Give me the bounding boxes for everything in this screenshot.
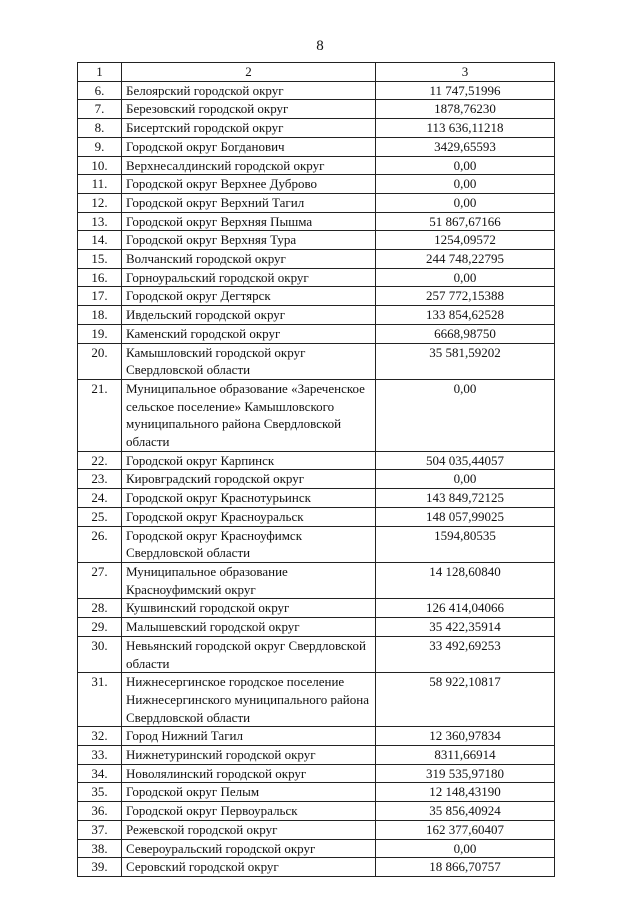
municipality-name: Верхнесалдинский городской округ xyxy=(122,156,376,175)
municipality-name: Городской округ Верхняя Пышма xyxy=(122,212,376,231)
table-row xyxy=(78,119,555,138)
row-number: 35. xyxy=(78,783,122,802)
amount-value: 1254,09572 xyxy=(376,231,555,250)
amount-value: 504 035,44057 xyxy=(376,451,555,470)
amount-value: 148 057,99025 xyxy=(376,507,555,526)
table-row xyxy=(78,636,555,672)
row-number: 28. xyxy=(78,599,122,618)
amount-value: 113 636,11218 xyxy=(376,119,555,138)
table-row xyxy=(78,727,555,746)
table-row xyxy=(78,231,555,250)
row-number: 13. xyxy=(78,212,122,231)
row-number: 17. xyxy=(78,287,122,306)
amount-value: 51 867,67166 xyxy=(376,212,555,231)
amount-value: 133 854,62528 xyxy=(376,306,555,325)
row-number: 33. xyxy=(78,746,122,765)
table-row xyxy=(78,820,555,839)
row-number: 21. xyxy=(78,379,122,451)
row-number: 20. xyxy=(78,343,122,379)
amount-value: 1878,76230 xyxy=(376,100,555,119)
amount-value: 0,00 xyxy=(376,268,555,287)
table-row xyxy=(78,802,555,821)
table-row xyxy=(78,268,555,287)
table-row xyxy=(78,673,555,727)
row-number: 6. xyxy=(78,81,122,100)
table-row xyxy=(78,839,555,858)
municipality-name: Каменский городской округ xyxy=(122,324,376,343)
row-number: 31. xyxy=(78,673,122,727)
row-number: 12. xyxy=(78,193,122,212)
table-row xyxy=(78,526,555,562)
table-row xyxy=(78,470,555,489)
municipality-name: Бисертский городской округ xyxy=(122,119,376,138)
amount-value: 0,00 xyxy=(376,156,555,175)
row-number: 10. xyxy=(78,156,122,175)
amount-value: 18 866,70757 xyxy=(376,858,555,877)
municipality-name: Нижнесергинское городское поселение Нижнесергинского муниципального района Свердловской области xyxy=(122,673,376,727)
amount-value: 35 422,35914 xyxy=(376,618,555,637)
row-number: 29. xyxy=(78,618,122,637)
amount-value: 35 581,59202 xyxy=(376,343,555,379)
municipality-name: Городской округ Дегтярск xyxy=(122,287,376,306)
row-number: 36. xyxy=(78,802,122,821)
table-row xyxy=(78,858,555,877)
row-number: 18. xyxy=(78,306,122,325)
amount-value: 0,00 xyxy=(376,379,555,451)
amount-value: 162 377,60407 xyxy=(376,820,555,839)
municipality-name: Серовский городской округ xyxy=(122,858,376,877)
municipality-name: Городской округ Первоуральск xyxy=(122,802,376,821)
amount-value: 257 772,15388 xyxy=(376,287,555,306)
amount-value: 0,00 xyxy=(376,839,555,858)
table-row xyxy=(78,156,555,175)
table-row xyxy=(78,193,555,212)
municipality-name: Городской округ Богданович xyxy=(122,137,376,156)
municipality-name: Городской округ Краснотурьинск xyxy=(122,489,376,508)
header-col-3: 3 xyxy=(376,63,555,82)
municipality-name: Городской округ Красноуфимск Свердловской области xyxy=(122,526,376,562)
table-row xyxy=(78,599,555,618)
header-col-2: 2 xyxy=(122,63,376,82)
row-number: 27. xyxy=(78,562,122,598)
municipality-name: Город Нижний Тагил xyxy=(122,727,376,746)
municipality-name: Городской округ Верхняя Тура xyxy=(122,231,376,250)
row-number: 16. xyxy=(78,268,122,287)
row-number: 30. xyxy=(78,636,122,672)
table-row xyxy=(78,100,555,119)
row-number: 9. xyxy=(78,137,122,156)
row-number: 15. xyxy=(78,250,122,269)
municipality-name: Муниципальное образование «Зареченское сельское поселение» Камышловского муниципального района Свердловской области xyxy=(122,379,376,451)
amount-value: 12 360,97834 xyxy=(376,727,555,746)
municipality-name: Нижнетуринский городской округ xyxy=(122,746,376,765)
table-row xyxy=(78,489,555,508)
table-row xyxy=(78,306,555,325)
row-number: 19. xyxy=(78,324,122,343)
row-number: 23. xyxy=(78,470,122,489)
table-row xyxy=(78,764,555,783)
row-number: 8. xyxy=(78,119,122,138)
municipality-name: Североуральский городской округ xyxy=(122,839,376,858)
municipality-name: Кушвинский городской округ xyxy=(122,599,376,618)
table-row xyxy=(78,451,555,470)
municipality-name: Городской округ Карпинск xyxy=(122,451,376,470)
row-number: 26. xyxy=(78,526,122,562)
table-row xyxy=(78,746,555,765)
amount-value: 0,00 xyxy=(376,193,555,212)
table-row xyxy=(78,507,555,526)
row-number: 38. xyxy=(78,839,122,858)
municipality-name: Малышевский городской округ xyxy=(122,618,376,637)
municipality-name: Ивдельский городской округ xyxy=(122,306,376,325)
municipality-name: Режевской городской округ xyxy=(122,820,376,839)
municipality-name: Волчанский городской округ xyxy=(122,250,376,269)
amount-value: 33 492,69253 xyxy=(376,636,555,672)
table-header-row xyxy=(78,63,555,82)
amount-value: 8311,66914 xyxy=(376,746,555,765)
amount-value: 14 128,60840 xyxy=(376,562,555,598)
row-number: 11. xyxy=(78,175,122,194)
page-number: 8 xyxy=(316,38,324,54)
table-row xyxy=(78,175,555,194)
row-number: 24. xyxy=(78,489,122,508)
row-number: 39. xyxy=(78,858,122,877)
amount-value: 12 148,43190 xyxy=(376,783,555,802)
row-number: 25. xyxy=(78,507,122,526)
municipality-name: Березовский городской округ xyxy=(122,100,376,119)
amount-value: 3429,65593 xyxy=(376,137,555,156)
allocation-table xyxy=(77,62,555,877)
municipality-name: Горноуральский городской округ xyxy=(122,268,376,287)
row-number: 7. xyxy=(78,100,122,119)
table-row xyxy=(78,562,555,598)
amount-value: 143 849,72125 xyxy=(376,489,555,508)
municipality-name: Камышловский городской округ Свердловской области xyxy=(122,343,376,379)
municipality-name: Городской округ Красноуральск xyxy=(122,507,376,526)
amount-value: 11 747,51996 xyxy=(376,81,555,100)
amount-value: 319 535,97180 xyxy=(376,764,555,783)
row-number: 37. xyxy=(78,820,122,839)
row-number: 22. xyxy=(78,451,122,470)
table-row xyxy=(78,81,555,100)
amount-value: 1594,80535 xyxy=(376,526,555,562)
row-number: 14. xyxy=(78,231,122,250)
amount-value: 58 922,10817 xyxy=(376,673,555,727)
amount-value: 35 856,40924 xyxy=(376,802,555,821)
municipality-name: Городской округ Верхнее Дуброво xyxy=(122,175,376,194)
municipality-name: Городской округ Пелым xyxy=(122,783,376,802)
table-row xyxy=(78,250,555,269)
amount-value: 0,00 xyxy=(376,175,555,194)
table-row xyxy=(78,137,555,156)
municipality-name: Невьянский городской округ Свердловской области xyxy=(122,636,376,672)
table-row xyxy=(78,212,555,231)
municipality-name: Белоярский городской округ xyxy=(122,81,376,100)
table-row xyxy=(78,618,555,637)
municipality-name: Городской округ Верхний Тагил xyxy=(122,193,376,212)
row-number: 32. xyxy=(78,727,122,746)
table-row xyxy=(78,324,555,343)
table-row xyxy=(78,287,555,306)
header-col-1: 1 xyxy=(78,63,122,82)
table-body xyxy=(78,63,555,877)
municipality-name: Новолялинский городской округ xyxy=(122,764,376,783)
amount-value: 244 748,22795 xyxy=(376,250,555,269)
table-row xyxy=(78,783,555,802)
table-row xyxy=(78,343,555,379)
amount-value: 0,00 xyxy=(376,470,555,489)
table-row xyxy=(78,379,555,451)
amount-value: 6668,98750 xyxy=(376,324,555,343)
municipality-name: Муниципальное образование Красноуфимский округ xyxy=(122,562,376,598)
municipality-name: Кировградский городской округ xyxy=(122,470,376,489)
row-number: 34. xyxy=(78,764,122,783)
amount-value: 126 414,04066 xyxy=(376,599,555,618)
